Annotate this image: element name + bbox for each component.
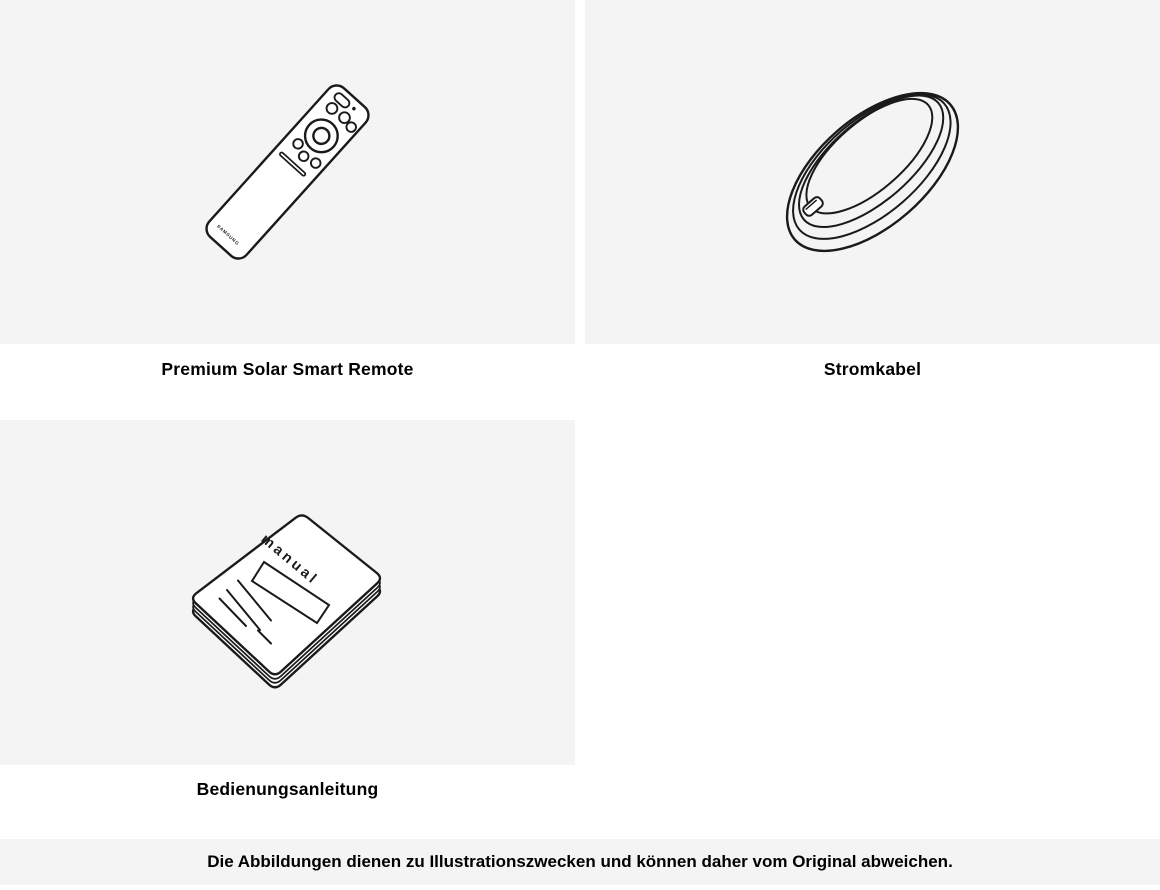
remote-control-illustration xyxy=(0,0,575,344)
accessory-label-manual: Bedienungsanleitung xyxy=(196,779,379,799)
accessory-tile-manual xyxy=(0,420,575,765)
cable-loop xyxy=(778,73,965,250)
remote-brand-text: SAMSUNG xyxy=(215,223,241,247)
disclaimer-bar xyxy=(0,839,1160,885)
manual-illustration xyxy=(0,420,575,765)
manual-cover-title: manual xyxy=(257,531,322,589)
accessory-label-cable: Stromkabel xyxy=(823,359,922,379)
power-cable-illustration xyxy=(585,0,1160,344)
accessory-label-remote: Premium Solar Smart Remote xyxy=(161,359,414,379)
accessory-tile-remote xyxy=(0,0,575,344)
cable-plug xyxy=(801,195,824,217)
cable-loop xyxy=(759,64,985,281)
accessory-tile-cable xyxy=(585,0,1160,344)
manual-front-cover xyxy=(193,515,380,674)
disclaimer-text: Die Abbildungen dienen zu Illustrationszwecken und können daher vom Original abweichen. xyxy=(207,852,953,871)
